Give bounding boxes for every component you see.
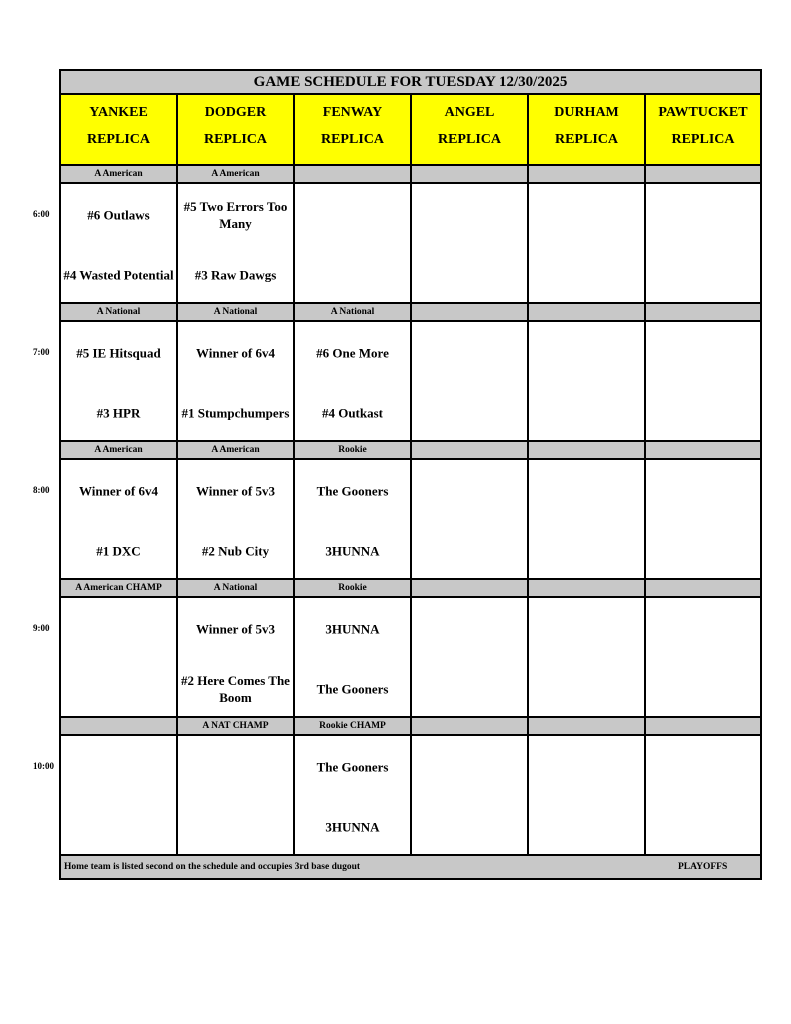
field-header-durham [529,95,646,166]
page-title: GAME SCHEDULE FOR TUESDAY 12/30/2025 [61,71,760,95]
game-cell [61,460,178,580]
game-cell [178,322,295,442]
game-cell [412,598,529,718]
division-label: A NAT CHAMP [178,718,295,736]
division-label: A American CHAMP [61,580,178,598]
game-cell [295,322,412,442]
field-name: DODGER [204,105,267,120]
field-subtitle: REPLICA [554,132,618,147]
division-label [529,718,646,736]
division-label [412,166,529,184]
field-name: PAWTUCKET [658,105,748,120]
division-label: A American [61,442,178,460]
game-cell [295,184,412,304]
home-team: 3HUNNA [325,819,380,835]
division-label [646,718,760,736]
division-label: Rookie CHAMP [295,718,412,736]
game-cell [529,736,646,856]
division-label [412,304,529,322]
division-label: A National [295,304,412,322]
field-subtitle: REPLICA [320,132,384,147]
field-name: YANKEE [89,105,148,120]
home-team: #4 Outkast [321,405,384,421]
division-label: Rookie [295,442,412,460]
home-team: #1 DXC [96,543,141,559]
division-label: A American [178,442,295,460]
time-label: 10:00 [33,761,54,771]
division-label [529,304,646,322]
time-label: 6:00 [33,209,50,219]
away-team: Winner of 5v3 [196,483,275,499]
game-cell [178,184,295,304]
game-cell [61,184,178,304]
game-cell [61,736,178,856]
schedule-sheet [59,69,762,880]
division-label [412,718,529,736]
field-subtitle: REPLICA [437,132,501,147]
game-cell [412,184,529,304]
game-cell [646,598,760,718]
home-team: 3HUNNA [325,543,380,559]
footer-playoffs-label: PLAYOFFS [678,862,728,872]
game-cell [646,184,760,304]
away-team: Winner of 6v4 [79,483,158,499]
away-team: #6 One More [316,345,389,361]
game-cell [412,322,529,442]
division-label: A National [61,304,178,322]
game-cell [529,598,646,718]
footer-note: Home team is listed second on the schedule and occupies 3rd base dugout [64,862,361,872]
division-label [529,580,646,598]
field-name: FENWAY [322,105,383,120]
away-team: Winner of 6v4 [196,345,275,361]
home-team: #4 Wasted Potential [63,267,174,283]
away-team: #5 Two Errors Too Many [183,199,288,231]
away-team: #6 Outlaws [87,207,150,223]
field-header-fenway [295,95,412,166]
game-cell [646,736,760,856]
field-subtitle: REPLICA [671,132,735,147]
division-label: A American [178,166,295,184]
home-team: #2 Nub City [201,543,270,559]
game-cell [295,736,412,856]
division-label [412,442,529,460]
game-cell [61,598,178,718]
division-label: A American [61,166,178,184]
division-label [529,442,646,460]
time-label: 9:00 [33,623,50,633]
division-label: A National [178,304,295,322]
away-team: The Gooners [316,759,389,775]
field-header-dodger [178,95,295,166]
game-cell [529,460,646,580]
game-cell [295,460,412,580]
time-label: 8:00 [33,485,50,495]
home-team: #3 HPR [96,405,141,421]
field-name: DURHAM [554,105,619,120]
footer-bar [61,856,760,878]
home-team: #3 Raw Dawgs [194,267,277,283]
game-cell [529,184,646,304]
field-name: ANGEL [444,105,495,120]
game-cell [178,460,295,580]
away-team: 3HUNNA [325,621,380,637]
field-header-yankee [61,95,178,166]
division-label [646,442,760,460]
away-team: #5 IE Hitsquad [76,345,161,361]
division-label [646,304,760,322]
division-label: Rookie [295,580,412,598]
home-team: #2 Here Comes The Boom [181,673,290,705]
division-label [295,166,412,184]
time-label: 7:00 [33,347,50,357]
field-header-pawtucket [646,95,760,166]
away-team: Winner of 5v3 [196,621,275,637]
game-cell [412,460,529,580]
game-cell [412,736,529,856]
home-team: #1 Stumpchumpers [181,405,290,421]
field-header-angel [412,95,529,166]
game-cell [646,322,760,442]
field-subtitle: REPLICA [86,132,150,147]
field-subtitle: REPLICA [203,132,267,147]
division-label [529,166,646,184]
game-cell [178,736,295,856]
home-team: The Gooners [316,681,389,697]
game-cell [295,598,412,718]
game-cell [646,460,760,580]
game-cell [61,322,178,442]
division-label [646,580,760,598]
division-label: A National [178,580,295,598]
away-team: The Gooners [316,483,389,499]
division-label [412,580,529,598]
division-label [61,718,178,736]
game-cell [529,322,646,442]
division-label [646,166,760,184]
game-cell [178,598,295,718]
